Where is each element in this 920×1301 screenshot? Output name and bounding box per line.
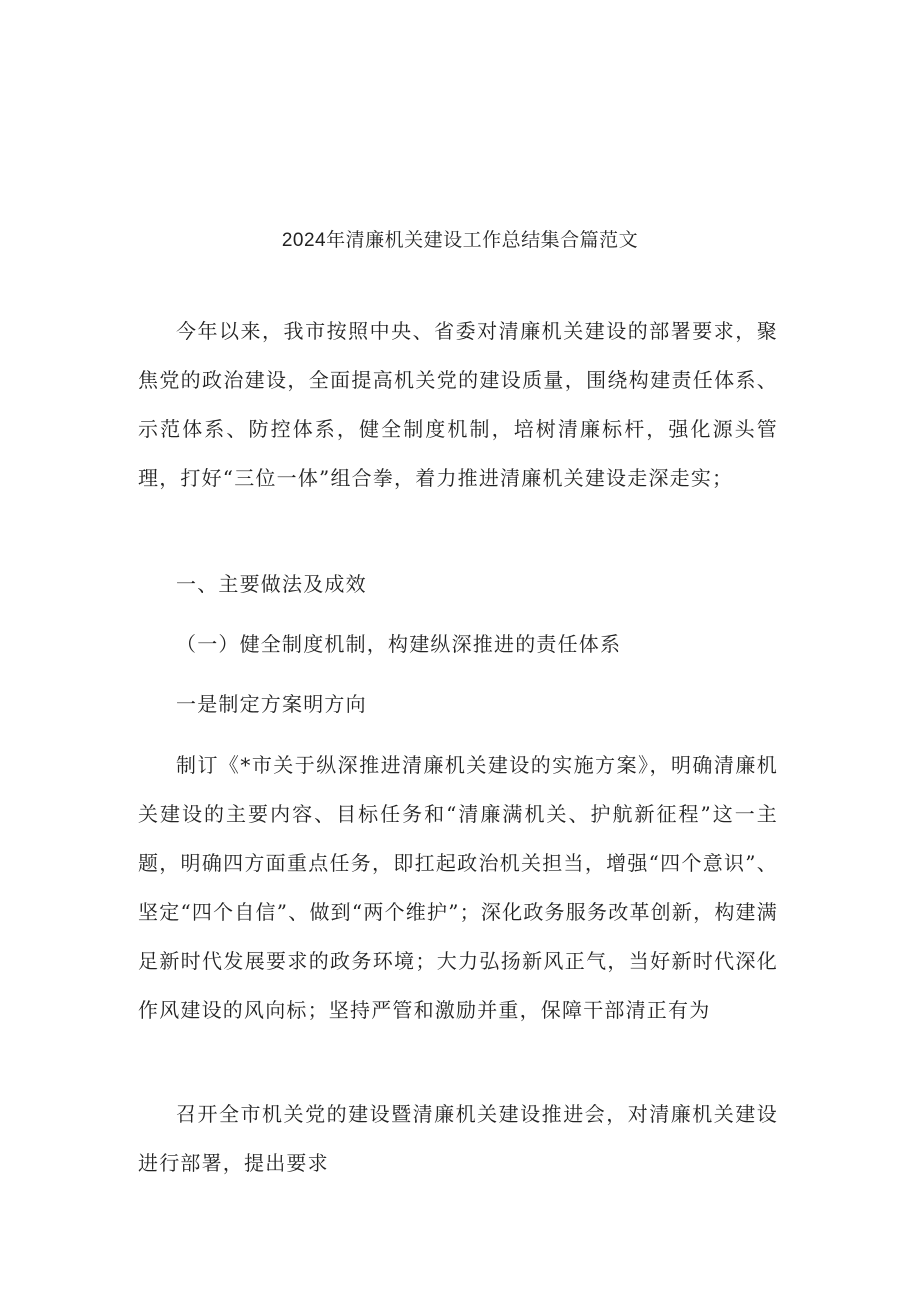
document-title: 2024年清廉机关建设工作总结集合篇范文 (281, 230, 639, 251)
paragraph-promotion-meeting: 召开全市机关党的建设暨清廉机关建设推进会，对清廉机关建设进行部署，提出要求 (138, 1102, 778, 1175)
paragraph-intro: 今年以来，我市按照中央、省委对清廉机关建设的部署要求，聚焦党的政治建设，全面提高机关党的建设质量，围绕构建责任体系、示范体系、防控体系，健全制度机制，培树清廉标杆，强化源头管理，打好“三位一体”组合拳，着力推进清廉机关建设走深走实； (138, 319, 778, 490)
item-heading-plan-direction: 一是制定方案明方向 (176, 692, 367, 716)
subsection-heading-system-mechanism: （一）健全制度机制，构建纵深推进的责任体系 (176, 632, 622, 656)
section-heading-main-practices: 一、主要做法及成效 (176, 572, 367, 596)
paragraph-implementation-plan: 制订《*市关于纵深推进清廉机关建设的实施方案》，明确清廉机关建设的主要内容、目标任务和“清廉满机关、护航新征程”这一主题，明确四方面重点任务，即扛起政治机关担当，增强“四个意识”、坚定“四个自信”、做到“两个维护”；深化政务服务改革创新，构建满足新时代发展要求的政务环境；大力弘扬新风正气，当好新时代深化作风建设的风向标；坚持严管和激励并重，保障干部清正有为 (138, 753, 778, 1022)
